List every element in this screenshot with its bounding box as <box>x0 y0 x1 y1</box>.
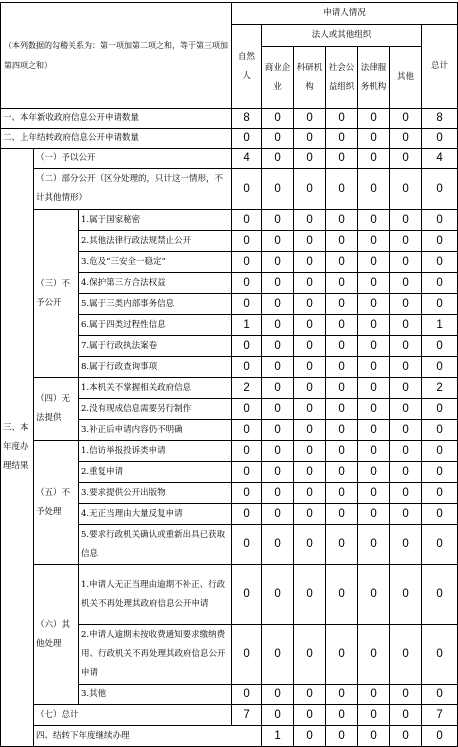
commercial-header: 商业企业 <box>262 47 294 109</box>
value-cell: 0 <box>232 504 262 525</box>
value-cell: 0 <box>262 252 294 273</box>
value-cell: 0 <box>358 441 390 462</box>
value-cell: 0 <box>262 420 294 441</box>
value-cell: 7 <box>232 705 262 726</box>
table-note: （本列数据的勾稽关系为：第一项加第二项之和，等于第三项加第四项之和） <box>1 3 232 109</box>
value-cell: 0 <box>390 399 422 420</box>
value-cell: 0 <box>390 504 422 525</box>
table-row <box>1 129 458 149</box>
value-cell: 0 <box>422 169 458 210</box>
value-cell: 0 <box>232 399 262 420</box>
value-cell: 0 <box>358 109 390 129</box>
value-cell: 0 <box>422 441 458 462</box>
value-cell: 0 <box>390 441 422 462</box>
value-cell: 0 <box>326 315 358 336</box>
value-cell: 0 <box>326 169 358 210</box>
value-cell: 0 <box>262 378 294 399</box>
group-label: （四）无法提供 <box>34 378 79 441</box>
value-cell: 0 <box>358 149 390 169</box>
table-row <box>1 726 458 747</box>
value-cell: 0 <box>232 273 262 294</box>
value-cell: 0 <box>294 565 326 625</box>
value-cell: 0 <box>358 336 390 357</box>
value-cell: 0 <box>358 129 390 149</box>
value-cell: 0 <box>422 462 458 483</box>
value-cell: 0 <box>358 726 390 747</box>
value-cell: 0 <box>358 399 390 420</box>
value-cell: 0 <box>422 420 458 441</box>
row-label: 1.申请人无正当理由逾期不补正、行政机关不再处理其政府信息公开申请 <box>79 565 232 625</box>
value-cell: 0 <box>358 504 390 525</box>
value-cell: 0 <box>262 357 294 378</box>
row-label: 2.申请人逾期未按收费通知要求缴纳费用、行政机关不再处理其政府信息公开申请 <box>79 625 232 685</box>
group-label: （三）不予公开 <box>34 210 79 378</box>
value-cell: 0 <box>326 685 358 705</box>
value-cell: 0 <box>326 625 358 685</box>
value-cell: 0 <box>390 109 422 129</box>
row-label: 6.属于四类过程性信息 <box>79 315 232 336</box>
value-cell: 0 <box>294 294 326 315</box>
value-cell: 0 <box>358 231 390 252</box>
value-cell: 0 <box>262 210 294 231</box>
value-cell: 0 <box>422 685 458 705</box>
value-cell: 1 <box>262 726 294 747</box>
value-cell: 0 <box>262 294 294 315</box>
section3-label: 三、本年度办理结果 <box>1 149 34 747</box>
group-label: （六）其他处理 <box>34 565 79 705</box>
value-cell: 0 <box>390 357 422 378</box>
value-cell: 0 <box>232 565 262 625</box>
value-cell: 0 <box>232 525 262 565</box>
row-label: 二、上年结转政府信息公开申请数量 <box>1 129 232 149</box>
value-cell: 0 <box>294 210 326 231</box>
value-cell: 2 <box>422 378 458 399</box>
total-header: 总计 <box>422 25 458 109</box>
value-cell: 0 <box>358 705 390 726</box>
table-row <box>1 149 458 169</box>
value-cell: 0 <box>326 149 358 169</box>
value-cell: 0 <box>390 565 422 625</box>
value-cell: 4 <box>232 149 262 169</box>
value-cell: 0 <box>262 169 294 210</box>
value-cell: 0 <box>294 462 326 483</box>
value-cell: 0 <box>326 129 358 149</box>
row-label: 3.补正后申请内容仍不明确 <box>79 420 232 441</box>
row-label: 2.其他法律行政法规禁止公开 <box>79 231 232 252</box>
value-cell: 0 <box>294 336 326 357</box>
disclosure-table <box>0 2 458 747</box>
row-label: 1.本机关不掌握相关政府信息 <box>79 378 232 399</box>
value-cell: 0 <box>262 565 294 625</box>
value-cell: 0 <box>232 483 262 504</box>
value-cell: 0 <box>294 399 326 420</box>
value-cell: 7 <box>422 705 458 726</box>
value-cell: 0 <box>358 685 390 705</box>
value-cell: 0 <box>294 685 326 705</box>
value-cell: 0 <box>326 525 358 565</box>
value-cell: 0 <box>358 169 390 210</box>
value-cell: 0 <box>262 625 294 685</box>
value-cell: 0 <box>358 357 390 378</box>
value-cell: 0 <box>358 462 390 483</box>
value-cell: 0 <box>390 462 422 483</box>
row-label: （一）予以公开 <box>34 149 232 169</box>
value-cell: 0 <box>262 149 294 169</box>
value-cell: 0 <box>422 231 458 252</box>
value-cell: 0 <box>262 129 294 149</box>
value-cell: 1 <box>232 315 262 336</box>
table-row <box>1 441 458 462</box>
value-cell: 0 <box>358 565 390 625</box>
value-cell: 0 <box>390 231 422 252</box>
value-cell: 0 <box>422 357 458 378</box>
value-cell: 0 <box>390 129 422 149</box>
value-cell: 8 <box>422 109 458 129</box>
value-cell: 0 <box>232 462 262 483</box>
value-cell: 0 <box>232 441 262 462</box>
value-cell: 0 <box>326 210 358 231</box>
value-cell: 0 <box>232 210 262 231</box>
value-cell: 0 <box>358 315 390 336</box>
row-label: 一、本年新收政府信息公开申请数量 <box>1 109 232 129</box>
value-cell: 0 <box>326 109 358 129</box>
value-cell: 0 <box>262 273 294 294</box>
value-cell: 0 <box>232 294 262 315</box>
row-label: 4.无正当理由大量反复申请 <box>79 504 232 525</box>
value-cell: 0 <box>326 399 358 420</box>
value-cell: 0 <box>358 210 390 231</box>
value-cell: 0 <box>390 294 422 315</box>
value-cell: 0 <box>262 462 294 483</box>
value-cell: 0 <box>232 129 262 149</box>
row-label: 2.重复申请 <box>79 462 232 483</box>
value-cell: 0 <box>232 685 262 705</box>
value-cell: 0 <box>262 441 294 462</box>
row-label: （七）总计 <box>34 705 232 726</box>
value-cell: 0 <box>232 169 262 210</box>
natural-person-header: 自然人 <box>232 25 262 109</box>
value-cell: 0 <box>358 273 390 294</box>
value-cell: 0 <box>262 705 294 726</box>
value-cell: 0 <box>294 273 326 294</box>
value-cell: 0 <box>326 565 358 625</box>
value-cell: 0 <box>326 705 358 726</box>
value-cell: 0 <box>390 525 422 565</box>
value-cell: 0 <box>422 504 458 525</box>
value-cell: 4 <box>422 149 458 169</box>
value-cell: 0 <box>262 504 294 525</box>
value-cell: 0 <box>294 726 326 747</box>
value-cell: 0 <box>326 357 358 378</box>
value-cell: 0 <box>422 129 458 149</box>
value-cell: 0 <box>390 705 422 726</box>
table-row <box>1 109 458 129</box>
value-cell: 0 <box>326 726 358 747</box>
value-cell: 0 <box>390 378 422 399</box>
value-cell: 0 <box>358 625 390 685</box>
value-cell: 0 <box>390 210 422 231</box>
research-header: 科研机构 <box>294 47 326 109</box>
table-row <box>1 378 458 399</box>
row-label: 3.危及“三安全一稳定” <box>79 252 232 273</box>
value-cell: 0 <box>294 525 326 565</box>
value-cell: 0 <box>326 504 358 525</box>
social-header: 社会公益组织 <box>326 47 358 109</box>
value-cell: 0 <box>390 483 422 504</box>
row-label: 四、结转下年度继续办理 <box>34 726 262 747</box>
value-cell: 0 <box>390 252 422 273</box>
group-label: （五）不予处理 <box>34 441 79 565</box>
table-row <box>1 169 458 210</box>
row-label: 3.要求提供公开出版物 <box>79 483 232 504</box>
row-label: 4.保护第三方合法权益 <box>79 273 232 294</box>
row-label: 7.属于行政执法案卷 <box>79 336 232 357</box>
row-label: 5.要求行政机关确认或重新出具已获取信息 <box>79 525 232 565</box>
value-cell: 0 <box>390 273 422 294</box>
row-label: 1.信访举报投诉类申请 <box>79 441 232 462</box>
value-cell: 0 <box>358 420 390 441</box>
value-cell: 0 <box>390 420 422 441</box>
legal-group-header: 法人或其他组织 <box>262 25 422 47</box>
value-cell: 0 <box>294 483 326 504</box>
table-row <box>1 565 458 625</box>
value-cell: 0 <box>294 705 326 726</box>
row-label: 8.属于行政查询事项 <box>79 357 232 378</box>
table-row <box>1 210 458 231</box>
other-header: 其他 <box>390 47 422 109</box>
value-cell: 0 <box>358 378 390 399</box>
value-cell: 0 <box>262 685 294 705</box>
legal-service-header: 法律服务机构 <box>358 47 390 109</box>
value-cell: 0 <box>422 726 458 747</box>
value-cell: 0 <box>294 378 326 399</box>
value-cell: 0 <box>294 129 326 149</box>
value-cell: 0 <box>358 294 390 315</box>
value-cell: 0 <box>326 252 358 273</box>
value-cell: 0 <box>390 336 422 357</box>
value-cell: 0 <box>326 441 358 462</box>
value-cell: 0 <box>232 231 262 252</box>
value-cell: 0 <box>262 525 294 565</box>
value-cell: 0 <box>422 336 458 357</box>
value-cell: 0 <box>262 483 294 504</box>
value-cell: 0 <box>294 420 326 441</box>
value-cell: 0 <box>422 525 458 565</box>
value-cell: 0 <box>294 252 326 273</box>
value-cell: 0 <box>262 336 294 357</box>
value-cell: 0 <box>232 625 262 685</box>
value-cell: 0 <box>326 483 358 504</box>
value-cell: 0 <box>232 420 262 441</box>
value-cell: 0 <box>422 483 458 504</box>
value-cell: 0 <box>294 441 326 462</box>
value-cell: 0 <box>232 252 262 273</box>
row-label: 1.属于国家秘密 <box>79 210 232 231</box>
value-cell: 0 <box>232 336 262 357</box>
value-cell: 0 <box>326 231 358 252</box>
value-cell: 0 <box>326 420 358 441</box>
value-cell: 0 <box>262 315 294 336</box>
row-label: 5.属于三类内部事务信息 <box>79 294 232 315</box>
row-label: 2.没有现成信息需要另行制作 <box>79 399 232 420</box>
value-cell: 0 <box>422 252 458 273</box>
row-label: 3.其他 <box>79 685 232 705</box>
value-cell: 0 <box>326 273 358 294</box>
value-cell: 0 <box>294 625 326 685</box>
value-cell: 0 <box>294 149 326 169</box>
value-cell: 0 <box>390 315 422 336</box>
value-cell: 2 <box>232 378 262 399</box>
applicant-info-header: 申请人情况 <box>232 3 458 25</box>
value-cell: 0 <box>390 726 422 747</box>
value-cell: 0 <box>422 399 458 420</box>
value-cell: 0 <box>422 273 458 294</box>
value-cell: 0 <box>294 169 326 210</box>
value-cell: 0 <box>422 210 458 231</box>
value-cell: 0 <box>294 231 326 252</box>
value-cell: 0 <box>262 399 294 420</box>
value-cell: 0 <box>326 336 358 357</box>
value-cell: 0 <box>422 625 458 685</box>
value-cell: 0 <box>422 565 458 625</box>
value-cell: 0 <box>294 109 326 129</box>
value-cell: 0 <box>294 357 326 378</box>
value-cell: 0 <box>390 149 422 169</box>
value-cell: 0 <box>358 483 390 504</box>
value-cell: 0 <box>358 525 390 565</box>
value-cell: 0 <box>262 109 294 129</box>
value-cell: 0 <box>326 294 358 315</box>
value-cell: 0 <box>326 462 358 483</box>
value-cell: 0 <box>262 231 294 252</box>
value-cell: 0 <box>390 169 422 210</box>
row-label: （二）部分公开（区分处理的，只计这一情形，不计其他情形） <box>34 169 232 210</box>
table-row <box>1 705 458 726</box>
value-cell: 1 <box>422 315 458 336</box>
value-cell: 0 <box>390 625 422 685</box>
value-cell: 0 <box>294 315 326 336</box>
value-cell: 0 <box>232 357 262 378</box>
value-cell: 0 <box>390 685 422 705</box>
value-cell: 0 <box>294 504 326 525</box>
value-cell: 8 <box>232 109 262 129</box>
value-cell: 0 <box>326 378 358 399</box>
value-cell: 0 <box>358 252 390 273</box>
value-cell: 0 <box>422 294 458 315</box>
